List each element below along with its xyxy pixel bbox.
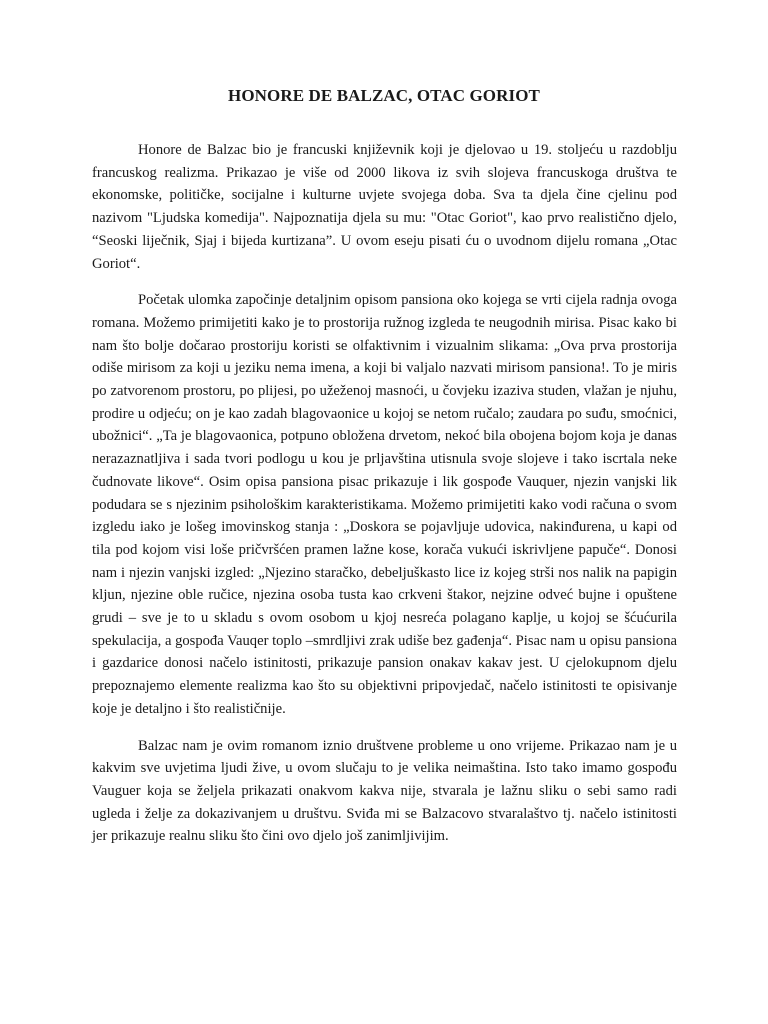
paragraph-conclusion: Balzac nam je ovim romanom iznio društvene probleme u ono vrijeme. Prikazao nam je u kakvim sve uvjetima ljudi žive, u ovom slučaju to je velika neimaština. Isto tako imamo gospođu Vauguer koja se željela prikazati onakvom kakva nije, stvarala je lažnu sliku o sebi samo radi ugleda i želje za dokazivanjem u društvu. Sviđa mi se Balzacovo stvaralaštvo tj. načelo istinitosti jer prikazuje realnu sliku što čini ovo djelo još zanimljivijim.	[92, 737, 677, 845]
paragraph-analysis: Početak ulomka započinje detaljnim opisom pansiona oko kojega se vrti cijela radnja ovoga romana. Možemo primijetiti kako je to prostorija ružnog izgleda te neugodnih mirisa. Pisac kako bi nam što bolje dočarao prostoriju koristi se olfaktivnim i vizualnim slikama: „Ova prva prostorija odiše mirisom za koji u jeziku nema imena, a koji bi valjalo nazvati mirisom pansiona!. To je miris po zatvorenom prostoru, po plijesi, po užeženoj masnoći, u čovjeku izaziva studen, vlažan je njuhu, prodire u odjeću; on je kao zadah blagovaonice u kojoj se netom ručalo; zaudara po suđu, smoćnici, ubožnici“. „Ta je blagovaonica, potpuno obložena drvetom, nekoć bila obojena bojom koja je danas nerazaznatljiva i sada tvori podlogu u kou je prljavština utisnula svoje slojeve i tako iscrtala neke čudnovate likove“. Osim opisa pansiona pisac prikazuje i lik gospođe Vauquer, njezin vanjski lik podudara se s njezinim psihološkim karakteristikama. Možemo primijetiti kako vodi računa o svom izgledu iako je lošeg imovinskog stanja : „Doskora se pojavljuje udovica, nakinđurena, u kapi od tila pod kojom visi loše pričvršćen pramen lažne kose, korača vukući iskrivljene papuče“. Donosi nam i njezin vanjski izgled: „Njezino staračko, debeljuškasto lice iz kojeg strši nos nalik na papigin kljun, njezine oble ručice, njezina osoba tusta kao crkveni štakor, nejzine odveć bujne i opuštene grudi – sve je to u skladu s ovom osobom u kjoj nesreća polagano kaplje, u kojoj se šćućurila spekulacija, a gospođa Vauqer toplo –smrdljivi zrak udiše bez gađenja“. Pisac nam u opisu pansiona i gazdarice donosi načelo istinitosti, prikazuje pansion onakav kakav jest. U cjelokupnom djelu prepoznajemo elemente realizma kao što su objektivni pripovjedač, načelo istinitosti te opisivanje koje je detaljno i što realističnije.	[92, 292, 677, 717]
paragraph-intro: Honore de Balzac bio je francuski književnik koji je djelovao u 19. stoljeću u razdoblju francuskog realizma. Prikazao je više od 2000 likova iz svih slojeva francuskoga društva te ekonomske, političke, socijalne i kulturne uvjete svojega doba. Sva ta djela čine cjelinu pod nazivom "Ljudska komedija". Najpoznatija djela su mu: "Otac Goriot", kao prvo realistično djelo, “Seoski liječnik, Sjaj i bijeda kurtizana”. U ovom eseju pisati ću o uvodnom dijelu romana „Otac Goriot“.	[92, 142, 677, 272]
document-body	[92, 139, 677, 862]
document-title: HONORE DE BALZAC, OTAC GORIOT	[228, 86, 540, 105]
